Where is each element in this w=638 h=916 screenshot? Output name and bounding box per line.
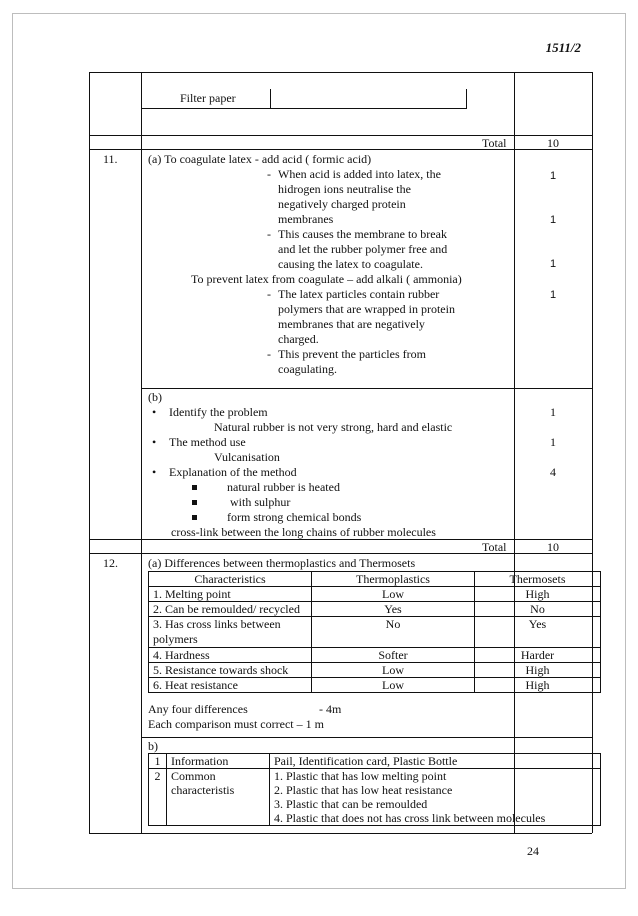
q11-point-line: membranes that are negatively	[278, 317, 425, 331]
row-border	[141, 388, 592, 389]
table-row	[149, 769, 601, 826]
table-cell: Yes	[312, 602, 475, 617]
q11-point-line: polymers that are wrapped in protein	[278, 302, 455, 316]
table-cell: High	[475, 663, 601, 678]
q11-point: - This prevent the particles from	[267, 347, 426, 361]
mark: 1	[549, 214, 557, 226]
q11-a-title: (a) To coagulate latex - add acid ( formic acid)	[148, 152, 372, 166]
q11-point: - The latex particles contain rubber	[267, 287, 440, 301]
answer-scheme-page	[12, 13, 626, 889]
marking-scheme-table	[89, 72, 592, 833]
table-cell: High	[475, 678, 601, 693]
total-value: 10	[547, 136, 559, 150]
mark: 1	[549, 170, 557, 182]
table-cell: 5. Resistance towards shock	[149, 663, 312, 678]
column-border-answer	[514, 72, 515, 833]
table-cell: 2. Can be remoulded/ recycled	[149, 602, 312, 617]
table-cell: No	[475, 602, 601, 617]
column-border-number	[141, 72, 142, 833]
total-label: Total	[482, 136, 507, 150]
table-row	[149, 663, 601, 678]
plastic-info-table	[148, 753, 601, 826]
bullet-icon: •	[152, 465, 157, 479]
mark: 1	[549, 289, 557, 301]
table-row	[149, 617, 601, 648]
list-item: 3. Plastic that can be remoulded	[274, 797, 428, 811]
q11-point: - This causes the membrane to break	[267, 227, 447, 241]
table-cell: Softer	[312, 648, 475, 663]
q12-note-four-differences: Any four differences	[148, 702, 248, 716]
total-label: Total	[482, 540, 507, 554]
filter-paper-box	[141, 89, 467, 109]
q11-point-line: hidrogen ions neutralise the	[278, 182, 411, 196]
q11-point: - When acid is added into latex, the	[267, 167, 441, 181]
table-cell	[270, 769, 601, 826]
table-cell: Common characteristis	[167, 769, 270, 826]
row-border	[141, 737, 592, 738]
filter-paper-label: Filter paper	[180, 91, 236, 105]
mark: 1	[550, 405, 556, 419]
bullet-icon: •	[152, 405, 157, 419]
mark: 4	[550, 465, 556, 479]
q11-b-item-title: The method use	[169, 435, 246, 449]
q11-b-item-title: Identify the problem	[169, 405, 268, 419]
q11-b-label: (b)	[148, 390, 162, 404]
q11-b-subpoint: form strong chemical bonds	[227, 510, 362, 524]
q11-point-line: charged.	[278, 332, 319, 346]
list-item: 2. Plastic that has low heat resistance	[274, 783, 453, 797]
q11-b-subpoint: natural rubber is heated	[227, 480, 340, 494]
q11-b-last-line: cross-link between the long chains of rubber molecules	[171, 525, 436, 539]
table-cell: Harder	[475, 648, 601, 663]
table-cell: 1	[149, 754, 167, 769]
q11-point-line: coagulating.	[278, 362, 337, 376]
q11-b-item-title: Explanation of the method	[169, 465, 297, 479]
q11-b-subpoint: with sulphur	[227, 495, 291, 509]
q11-b-item-detail: Vulcanisation	[214, 450, 280, 464]
table-cell: 2	[149, 769, 167, 826]
table-cell: Yes	[475, 617, 601, 648]
table-cell: Low	[312, 678, 475, 693]
table-cell: No	[312, 617, 475, 648]
list-item: 1. Plastic that has low melting point	[274, 769, 447, 783]
table-row	[149, 602, 601, 617]
table-row	[149, 587, 601, 602]
square-bullet-icon	[192, 500, 197, 505]
q12-note-marks: - 4m	[319, 702, 342, 716]
table-header: Thermosets	[475, 572, 601, 587]
table-header: Characteristics	[149, 572, 312, 587]
table-cell: 4. Hardness	[149, 648, 312, 663]
bullet-icon: •	[152, 435, 157, 449]
row-border-bottom	[89, 833, 592, 834]
q11-b-item-detail: Natural rubber is not very strong, hard and elastic	[214, 420, 453, 434]
table-cell: Information	[167, 754, 270, 769]
q11-point-line: and let the rubber polymer free and	[278, 242, 448, 256]
question-number-11: 11.	[103, 152, 118, 166]
paper-code: 1511/2	[545, 40, 581, 55]
q12-a-title: (a) Differences between thermoplastics and Thermosets	[148, 556, 416, 570]
table-header-row	[149, 572, 601, 587]
question-number-12: 12.	[103, 556, 118, 570]
q11-point-line: membranes	[278, 212, 334, 226]
q11-point-line: negatively charged protein	[278, 197, 406, 211]
table-cell: High	[475, 587, 601, 602]
page-number: 24	[527, 844, 539, 858]
differences-table	[148, 571, 601, 693]
q12-note-comparison: Each comparison must correct – 1 m	[148, 717, 324, 731]
table-cell: Low	[312, 587, 475, 602]
table-cell: Low	[312, 663, 475, 678]
table-cell: Pail, Identification card, Plastic Bottle	[270, 754, 601, 769]
list-item: 4. Plastic that does not has cross link between molecules	[274, 811, 546, 825]
mark: 1	[549, 258, 557, 270]
q11-point-line: causing the latex to coagulate.	[278, 257, 423, 271]
row-border-top	[89, 72, 592, 73]
total-value: 10	[547, 540, 559, 554]
table-cell: 6. Heat resistance	[149, 678, 312, 693]
q11-prevent-line: To prevent latex from coagulate – add alkali ( ammonia)	[191, 272, 462, 286]
column-border-left	[89, 72, 90, 833]
column-border-right	[592, 72, 593, 833]
square-bullet-icon	[192, 485, 197, 490]
table-row	[149, 648, 601, 663]
q12-b-label: b)	[148, 739, 158, 753]
square-bullet-icon	[192, 515, 197, 520]
table-header: Thermoplastics	[312, 572, 475, 587]
table-row	[149, 678, 601, 693]
table-row	[149, 754, 601, 769]
table-cell: 3. Has cross links between polymers	[149, 617, 312, 648]
table-cell: 1. Melting point	[149, 587, 312, 602]
mark: 1	[550, 435, 556, 449]
